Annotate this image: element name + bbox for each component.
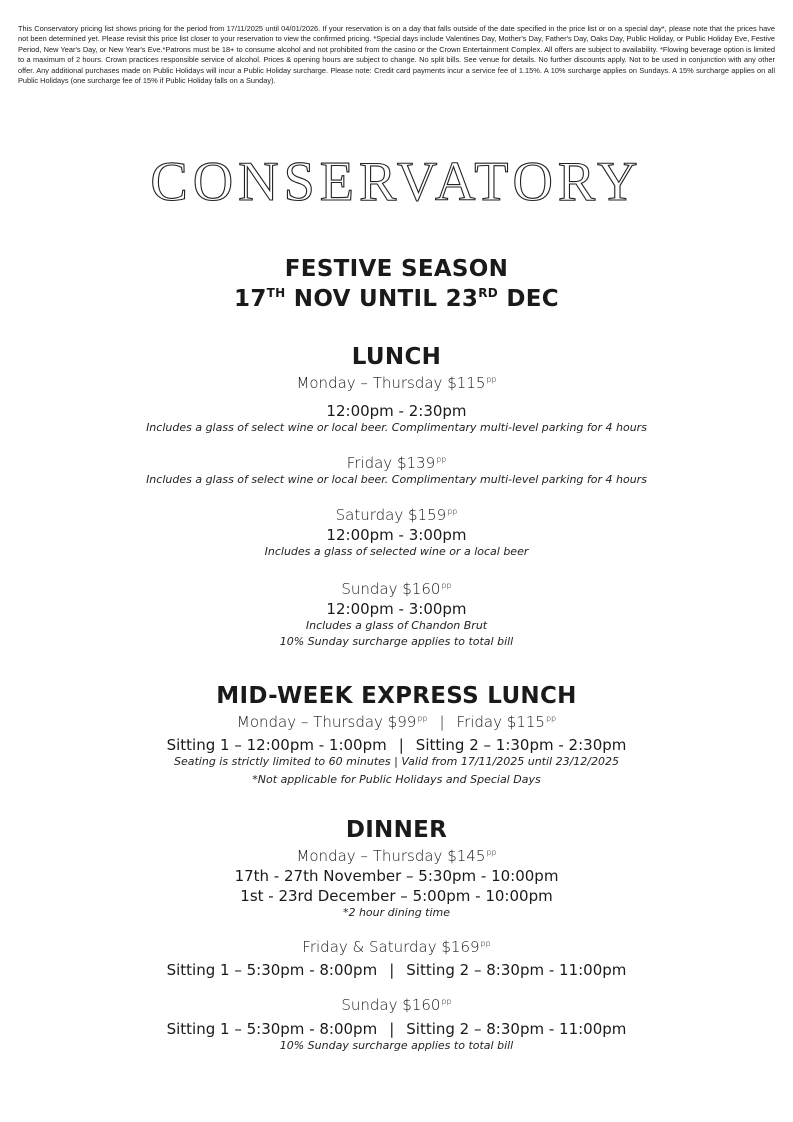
- lunch-sunday-time: 12:00pm - 3:00pm: [326, 600, 467, 618]
- conservatory-logo: CONSERVATORY: [150, 151, 643, 213]
- dinner-mon-thu-note: *2 hour dining time: [342, 906, 451, 919]
- price-label: Friday $139: [346, 454, 436, 472]
- lunch-sunday-note-1: Includes a glass of Chandon Brut: [305, 619, 488, 632]
- price-label: Friday & Saturday $169: [302, 938, 480, 956]
- separator: |: [439, 713, 445, 731]
- price-label: Monday – Thursday $99: [236, 713, 417, 731]
- per-person: pp: [436, 455, 447, 464]
- lunch-saturday-price: [0, 505, 793, 525]
- lunch-sunday-note-2: 10% Sunday surcharge applies to total bill: [279, 635, 514, 648]
- per-person: pp: [417, 714, 428, 723]
- price-label: Saturday $159: [335, 506, 447, 524]
- season-title: FESTIVE SEASON: [284, 256, 509, 282]
- price-label: Sunday $160: [341, 580, 441, 598]
- express-note-2: *Not applicable for Public Holidays and Special Days: [252, 773, 541, 786]
- sitting-2: Sitting 2 – 8:30pm - 11:00pm: [406, 961, 627, 979]
- dinner-sunday-note: 10% Sunday surcharge applies to total bill: [279, 1039, 514, 1052]
- dinner-mon-thu-time-1: 17th - 27th November – 5:30pm - 10:00pm: [234, 867, 559, 885]
- price-label: Friday $115: [456, 713, 545, 731]
- season-date-end: DEC: [498, 286, 559, 312]
- lunch-friday-note: Includes a glass of select wine or local beer. Complimentary multi-level parking for 4 hours: [146, 473, 647, 486]
- separator: |: [398, 736, 404, 754]
- price-label: Sunday $160: [341, 996, 441, 1014]
- express-lunch-title: MID-WEEK EXPRESS LUNCH: [216, 683, 577, 709]
- lunch-friday-price: [0, 453, 793, 473]
- lunch-sunday-price: [0, 579, 793, 599]
- dinner-sunday-price: [0, 995, 793, 1015]
- lunch-mon-thu-time: 12:00pm - 2:30pm: [326, 402, 467, 420]
- separator: |: [389, 1020, 395, 1038]
- season-date-start: 17: [234, 286, 267, 312]
- dinner-sunday-sittings: [0, 1019, 793, 1039]
- season-dates: [0, 284, 793, 314]
- season-date-mid: NOV UNTIL 23: [285, 286, 479, 312]
- price-label: Monday – Thursday $115: [296, 374, 486, 392]
- sitting-2: Sitting 2 – 1:30pm - 2:30pm: [415, 736, 627, 754]
- dinner-mon-thu-price: [0, 846, 793, 866]
- per-person: pp: [486, 848, 497, 857]
- lunch-saturday-note: Includes a glass of selected wine or a local beer: [264, 545, 529, 558]
- sitting-1: Sitting 1 – 12:00pm - 1:00pm: [166, 736, 387, 754]
- dinner-title: DINNER: [345, 817, 448, 843]
- per-person: pp: [486, 375, 497, 384]
- lunch-mon-thu-price: [0, 373, 793, 393]
- lunch-mon-thu-note: Includes a glass of select wine or local beer. Complimentary multi-level parking for 4 hours: [146, 421, 647, 434]
- disclaimer-text: This Conservatory pricing list shows pricing for the period from 17/11/2025 until 04/01/2026. If your reservation is on a day that falls outside of the date specified in the price list or on a special day*, please note that the prices have not been determined yet. Please revisit this price list closer to your reservation to view the confirmed pricing. *Special days include Valentines Day, Mother's Day, Father's Day, Oaks Day, Public Holiday, or Public Holiday Eve, Festive Period, New Year's Day, or New Year's Eve.*Patrons must be 18+ to consume alcohol and not prohibited from the casino or the Crown Entertainment Complex. All offers are subject to availability. *Flowing beverage option is limited to a maximum of 2 hours. Crown practices responsible service of alcohol. Prices & opening hours are subject to change. No split bills. See venue for details. No further discounts apply. Not to be used in conjunction with any other offer. Any additional purchases made on Public Holidays will incur a Public Holiday surcharge. Please note: Credit card payments incur a service fee of 1.15%. A 10% surcharge applies on Sundays. A 15% surcharge applies on all Public Holidays (one surcharge fee of 15% if Public Holiday falls on a Sunday).: [18, 24, 775, 86]
- sitting-1: Sitting 1 – 5:30pm - 8:00pm: [166, 1020, 378, 1038]
- per-person: pp: [545, 714, 557, 723]
- per-person: pp: [480, 939, 491, 948]
- sitting-1: Sitting 1 – 5:30pm - 8:00pm: [166, 961, 378, 979]
- dinner-mon-thu-time-2: 1st - 23rd December – 5:00pm - 10:00pm: [240, 887, 553, 905]
- season-date-start-suffix: TH: [266, 286, 286, 300]
- sitting-2: Sitting 2 – 8:30pm - 11:00pm: [406, 1020, 627, 1038]
- express-note-1: Seating is strictly limited to 60 minutes | Valid from 17/11/2025 until 23/12/2025: [174, 755, 619, 768]
- festive-season-heading: [0, 254, 793, 314]
- lunch-saturday-time: 12:00pm - 3:00pm: [326, 526, 467, 544]
- express-sittings: [0, 735, 793, 755]
- dinner-fri-sat-price: [0, 937, 793, 957]
- per-person: pp: [441, 581, 452, 590]
- dinner-fri-sat-sittings: [0, 960, 793, 980]
- express-price: [0, 712, 793, 732]
- per-person: pp: [441, 997, 452, 1006]
- separator: |: [389, 961, 395, 979]
- season-date-end-suffix: RD: [478, 286, 499, 300]
- lunch-title: LUNCH: [351, 344, 442, 370]
- price-label: Monday – Thursday $145: [296, 847, 486, 865]
- per-person: pp: [447, 507, 458, 516]
